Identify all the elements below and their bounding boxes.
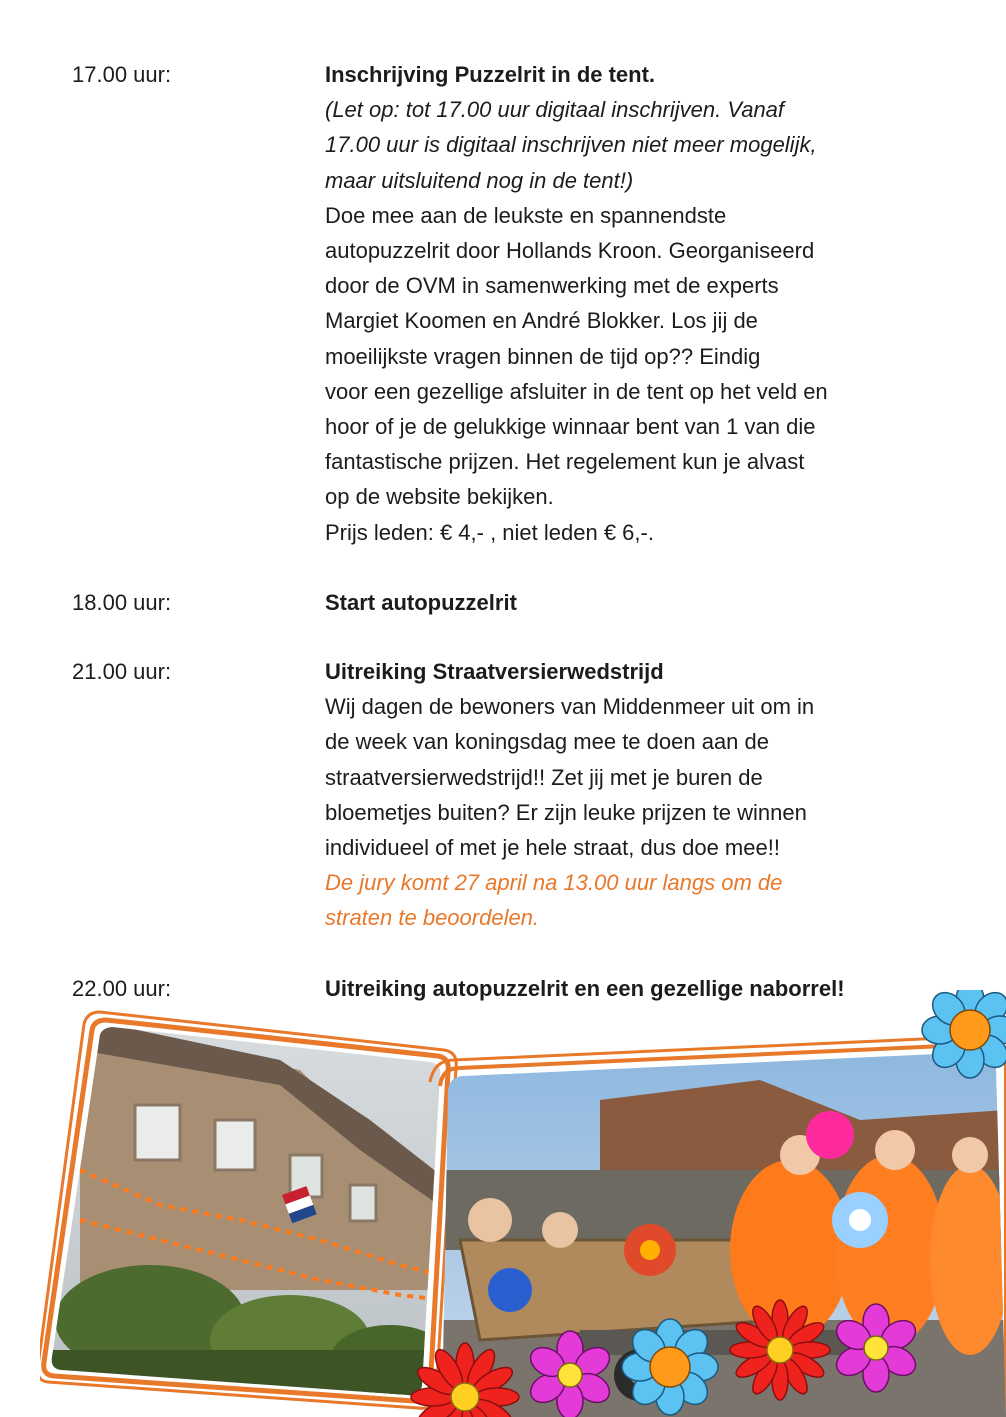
note-line: maar uitsluitend nog in de tent!)	[325, 167, 634, 193]
item-content	[325, 654, 925, 936]
body-line: Doe mee aan de leukste en spannendste	[325, 202, 727, 228]
item-content	[325, 585, 925, 620]
time-label: 17.00 uur:	[72, 62, 172, 87]
blue-orange-flower-icon	[622, 1319, 718, 1415]
photo-collage	[40, 990, 1006, 1417]
costume-photo	[430, 1036, 1006, 1417]
body-line: door de OVM in samenwerking met de experts	[325, 273, 779, 299]
body-line: op de website bekijken.	[325, 484, 554, 510]
body-line: Margiet Koomen en André Blokker. Los jij de	[325, 308, 758, 334]
item-content	[325, 57, 925, 550]
jury-note-line: De jury komt 27 april na 13.00 uur langs om de	[325, 870, 783, 896]
item-heading: Uitreiking autopuzzelrit en een gezellige naborrel!	[325, 976, 845, 1001]
item-heading: Uitreiking Straatversierwedstrijd	[325, 659, 664, 684]
body-line: Wij dagen de bewoners van Middenmeer uit om in	[325, 694, 815, 720]
street-photo	[40, 1010, 460, 1410]
body-line: hoor of je de gelukkige winnaar bent van 1 van die	[325, 414, 816, 440]
time-label: 21.00 uur:	[72, 659, 172, 684]
body-line: voor een gezellige afsluiter in de tent op het veld en	[325, 378, 828, 404]
body-line: fantastische prijzen. Het regelement kun je alvast	[325, 449, 805, 475]
body-line: moeilijkste vragen binnen de tijd op?? Eindig	[325, 343, 761, 369]
note-line: (Let op: tot 17.00 uur digitaal inschrijven. Vanaf	[325, 97, 785, 123]
body-line: straatversierwedstrijd!! Zet jij met je buren de	[325, 764, 763, 790]
body-line: de week van koningsdag mee te doen aan de	[325, 729, 769, 755]
jury-note-line: straten te beoordelen.	[325, 905, 540, 931]
item-heading: Start autopuzzelrit	[325, 590, 517, 615]
body-line: bloemetjes buiten? Er zijn leuke prijzen te winnen	[325, 799, 807, 825]
body-line: individueel of met je hele straat, dus doe mee!!	[325, 835, 780, 861]
body-line: autopuzzelrit door Hollands Kroon. Georganiseerd	[325, 238, 815, 264]
note-line: 17.00 uur is digitaal inschrijven niet meer mogelijk,	[325, 132, 817, 158]
time-label: 18.00 uur:	[72, 590, 172, 615]
time-label: 22.00 uur:	[72, 976, 172, 1001]
item-heading: Inschrijving Puzzelrit in de tent.	[325, 62, 656, 87]
price-line: Prijs leden: € 4,- , niet leden € 6,-.	[325, 519, 654, 545]
